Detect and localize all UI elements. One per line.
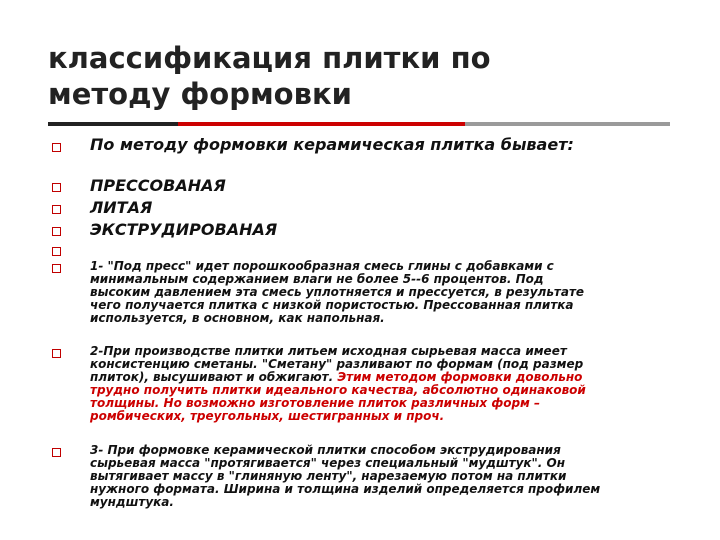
title-underline-grey-segment xyxy=(465,122,670,126)
slide-title xyxy=(48,40,668,112)
lead-text: По методу формовки керамическая плитка бывает: xyxy=(90,135,574,154)
tile-kind-item: ЛИТАЯ xyxy=(90,198,153,217)
paragraph-cast xyxy=(90,345,690,423)
paragraph-text-black: плиток), высушивают и обжигают. xyxy=(90,370,338,384)
bullet-square-icon xyxy=(52,227,61,236)
bullet-square-icon xyxy=(52,183,61,192)
paragraph-extruded xyxy=(90,444,690,509)
paragraph-line: нужного формата. Ширина и толщина изделий определяется профилем xyxy=(90,482,601,496)
paragraph-line: высоким давлением эта смесь уплотняется и прессуется, в результате xyxy=(90,285,585,299)
paragraph-line: используется, в основном, как напольная. xyxy=(90,311,385,325)
title-underline-red-segment xyxy=(178,122,465,126)
tile-kinds-list xyxy=(90,175,277,241)
bullet-square-icon xyxy=(52,448,61,457)
paragraph-line-highlight: ромбических, треугольных, шестигранных и проч. xyxy=(90,409,445,423)
paragraph-line: сырьевая масса "протягивается" через специальный "мудштук". Он xyxy=(90,456,566,470)
tile-kind-item: ЭКСТРУДИРОВАНАЯ xyxy=(90,220,278,239)
paragraph-line-highlight: толщины. Но возможно изготовление плиток различных форм – xyxy=(90,396,541,410)
paragraph-line: мундштука. xyxy=(90,495,174,509)
bullet-square-icon xyxy=(52,247,61,256)
bullet-square-icon xyxy=(52,264,61,273)
tile-kind-item: ПРЕССОВАНАЯ xyxy=(90,176,226,195)
paragraph-text-highlight: Этим методом формовки довольно xyxy=(337,370,583,384)
bullet-square-icon xyxy=(52,143,61,152)
paragraph-line-highlight: трудно получить плитки идеального качества, абсолютно одинаковой xyxy=(90,383,586,397)
paragraph-line: вытягивает массу в "глиняную ленту", нарезаемую потом на плитки xyxy=(90,469,567,483)
bullet-square-icon xyxy=(52,349,61,358)
paragraph-line: консистенцию сметаны. "Сметану" разливают по формам (под размер xyxy=(90,357,584,371)
paragraph-line: чего получается плитка с низкой пористостью. Прессованная плитка xyxy=(90,298,574,312)
paragraph-pressed xyxy=(90,260,690,325)
slide-title-line-1: классификация плитки по xyxy=(48,41,491,75)
paragraph-line: 3- При формовке керамической плитки способом экструдирования xyxy=(90,443,561,457)
paragraph-line: 2-При производстве плитки литьем исходная сырьевая масса имеет xyxy=(90,344,567,358)
slide-title-line-2: методу формовки xyxy=(48,77,352,111)
title-underline-dark-segment xyxy=(48,122,178,126)
paragraph-line: минимальным содержанием влаги не более 5--6 процентов. Под xyxy=(90,272,544,286)
bullet-square-icon xyxy=(52,205,61,214)
paragraph-line: 1- "Под пресс" идет порошкообразная смесь глины с добавками с xyxy=(90,259,554,273)
title-underline xyxy=(48,122,670,126)
